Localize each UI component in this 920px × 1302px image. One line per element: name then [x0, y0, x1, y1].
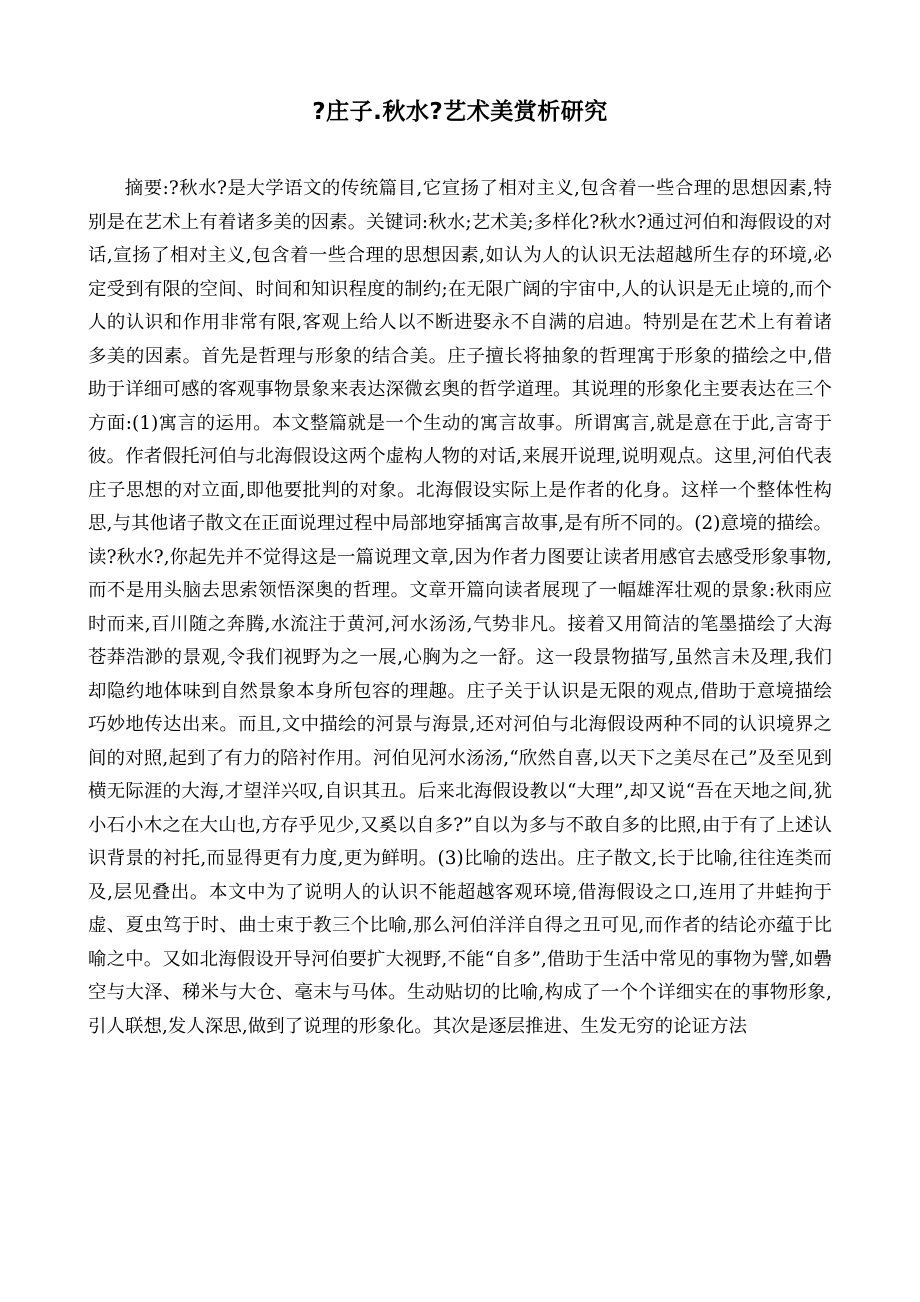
page-title: ?庄子.秋水?艺术美赏析研究: [312, 99, 608, 125]
body-paragraph: 摘要:?秋水?是大学语文的传统篇目,它宣扬了相对主义,包含着一些合理的思想因素,特别是在艺术上有着诸多美的因素。关键词:秋水;艺术美;多样化?秋水?通过河伯和海假设的对话,宣扬了相对主义,包含着一些合理的思想因素,如认为人的认识无法超越所生存的环境,必定受到有限的空间、时间和知识程度的制约;在无限广阔的宇宙中,人的认识是无止境的,而个人的认识和作用非常有限,客观上给人以不断进娶永不自满的启迪。特别是在艺术上有着诸多美的因素。首先是哲理与形象的结合美。庄子擅长将抽象的哲理寓于形象的描绘之中,借助于详细可感的客观事物景象来表达深微玄奥的哲学道理。其说理的形象化主要表达在三个方面:(1)寓言的运用。本文整篇就是一个生动的寓言故事。所谓寓言,就是意在于此,言寄于彼。作者假托河伯与北海假设这两个虚构人物的对话,来展开说理,说明观点。这里,河伯代表庄子思想的对立面,即他要批判的对象。北海假设实际上是作者的化身。这样一个整体性构思,与其他诸子散文在正面说理过程中局部地穿插寓言故事,是有所不同的。(2)意境的描绘。读?秋水?,你起先并不觉得这是一篇说理文章,因为作者力图要让读者用感官去感受形象事物,而不是用头脑去思索领悟深奥的哲理。文章开篇向读者展现了一幅雄浑壮观的景象:秋雨应时而来,百川随之奔腾,水流注于黄河,河水汤汤,气势非凡。接着又用简洁的笔墨描绘了大海苍莽浩渺的景观,令我们视野为之一展,心胸为之一舒。这一段景物描写,虽然言未及理,我们却隐约地体味到自然景象本身所包容的理趣。庄子关于认识是无限的观点,借助于意境描绘巧妙地传达出来。而且,文中描绘的河景与海景,还对河伯与北海假设两种不同的认识境界之间的对照,起到了有力的陪衬作用。河伯见河水汤汤,“欣然自喜,以天下之美尽在己”及至见到横无际涯的大海,才望洋兴叹,自识其丑。后来北海假设教以“大理”,却又说“吾在天地之间,犹小石小木之在大山也,方存乎见少,又奚以自多?”自以为多与不敢自多的比照,由于有了上述认识背景的衬托,而显得更有力度,更为鲜明。(3)比喻的迭出。庄子散文,长于比喻,往往连类而及,层见叠出。本文中为了说明人的认识不能超越客观环境,借海假设之口,连用了井蛙拘于虚、夏虫笃于时、曲士束于教三个比喻,那么河伯洋洋自得之丑可见,而作者的结论亦蕴于比喻之中。又如北海假设开导河伯要扩大视野,不能“自多”,借助于生活中常见的事物为譬,如礨空与大泽、稊米与大仓、毫末与马体。生动贴切的比喻,构成了一个个详细实在的事物形象,引人联想,发人深思,做到了说理的形象化。其次是逐层推进、生发无穷的论证方法: [88, 178, 832, 1037]
